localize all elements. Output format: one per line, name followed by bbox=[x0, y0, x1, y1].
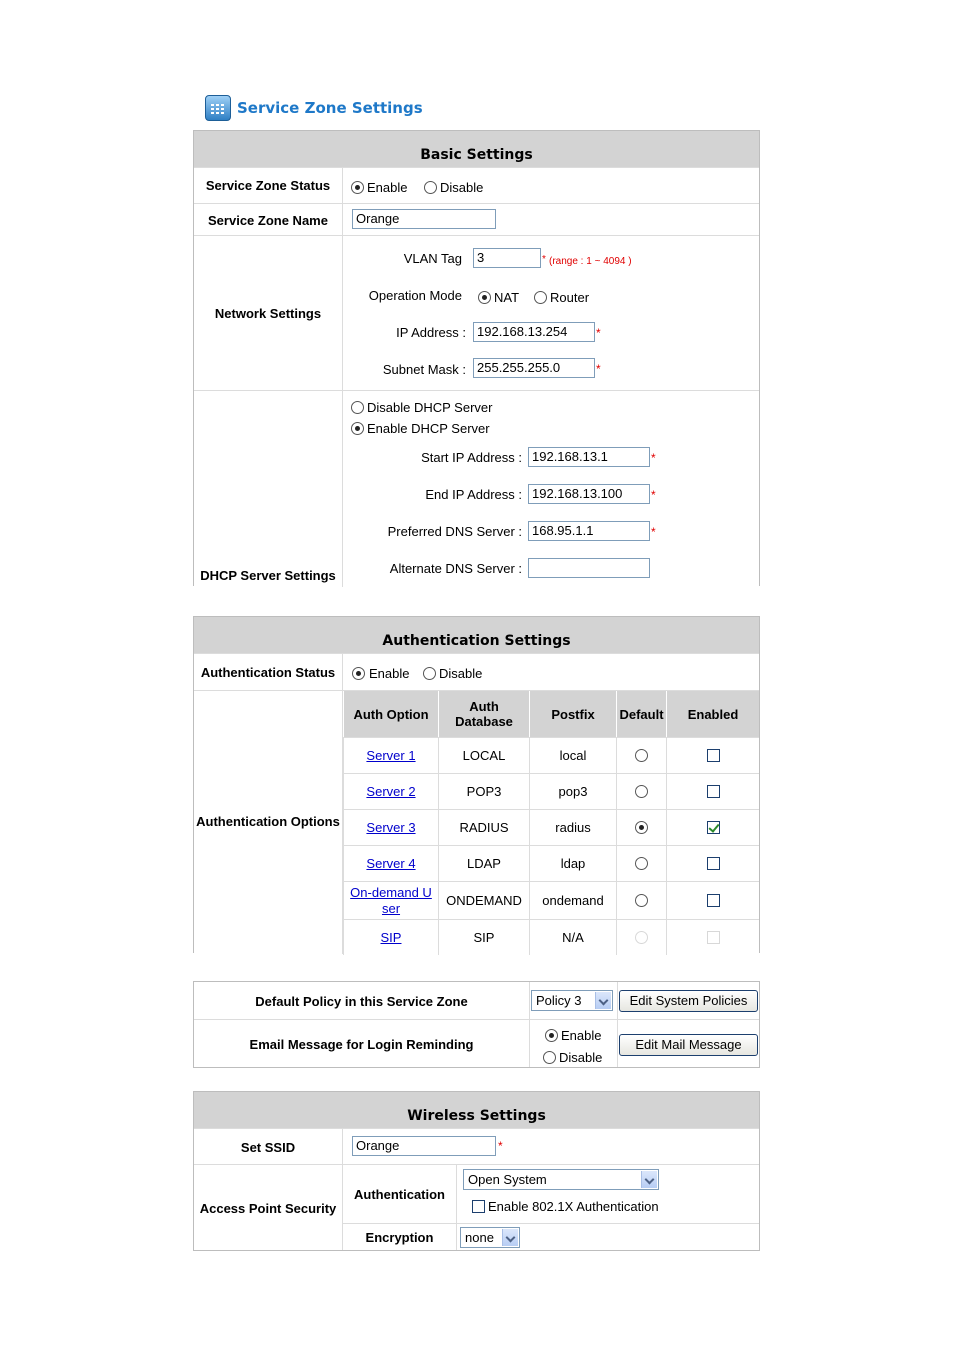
vlan-tag-label: VLAN Tag bbox=[403, 251, 462, 266]
mask-required-mark: * bbox=[596, 362, 601, 376]
ip-required-mark: * bbox=[596, 326, 601, 340]
service-zone-name-input[interactable]: Orange bbox=[352, 209, 496, 229]
on-demand-user-link[interactable]: On-demand User bbox=[350, 884, 432, 916]
dhcp-disable-label: Disable DHCP Server bbox=[367, 400, 493, 415]
dhcp-disable-radio[interactable] bbox=[351, 401, 364, 414]
table-cell-default bbox=[616, 737, 666, 773]
table-cell-postfix: radius bbox=[529, 809, 616, 845]
table-row-server-1 bbox=[343, 737, 438, 773]
server-2-enabled-checkbox[interactable] bbox=[707, 785, 720, 798]
server-3-link[interactable]: Server 3 bbox=[366, 819, 416, 835]
table-cell-postfix: local bbox=[529, 737, 616, 773]
default-policy-select[interactable] bbox=[531, 990, 613, 1011]
ssid-required-mark: * bbox=[498, 1139, 503, 1153]
opmode-nat-radio[interactable] bbox=[478, 291, 491, 304]
table-cell-default bbox=[616, 773, 666, 809]
edit-system-policies-button[interactable]: Edit System Policies bbox=[619, 990, 758, 1012]
chevron-down-icon bbox=[595, 992, 611, 1009]
authentication-options-row bbox=[194, 690, 759, 954]
on-demand-enabled-checkbox[interactable] bbox=[707, 894, 720, 907]
authentication-settings-panel bbox=[193, 616, 760, 953]
col-auth-option: Auth Option bbox=[343, 691, 438, 737]
default-policy-value: Policy 3 bbox=[536, 993, 582, 1008]
dhcp-settings-row bbox=[194, 390, 759, 587]
subnet-mask-label: Subnet Mask : bbox=[382, 362, 466, 377]
dhcp-enable-label: Enable DHCP Server bbox=[367, 421, 490, 436]
service-zone-icon bbox=[205, 95, 231, 121]
server-1-enabled-checkbox[interactable] bbox=[707, 749, 720, 762]
authentication-status-row bbox=[194, 653, 759, 690]
authentication-select[interactable] bbox=[463, 1169, 659, 1190]
opmode-router-label: Router bbox=[550, 290, 590, 305]
server-4-enabled-checkbox[interactable] bbox=[707, 857, 720, 870]
table-cell-database: RADIUS bbox=[438, 809, 529, 845]
col-default: Default bbox=[616, 691, 666, 737]
table-row-server-4 bbox=[343, 845, 438, 881]
subnet-mask-input[interactable]: 255.255.255.0 bbox=[473, 358, 595, 378]
table-cell-postfix: pop3 bbox=[529, 773, 616, 809]
start-ip-input[interactable]: 192.168.13.1 bbox=[528, 447, 650, 467]
table-row-sip bbox=[343, 919, 438, 955]
edit-mail-message-button[interactable]: Edit Mail Message bbox=[619, 1034, 758, 1056]
email-enable-radio[interactable] bbox=[545, 1029, 558, 1042]
table-cell-database: POP3 bbox=[438, 773, 529, 809]
table-cell-default bbox=[616, 809, 666, 845]
table-cell-enabled bbox=[666, 773, 759, 809]
ssid-input[interactable]: Orange bbox=[352, 1136, 496, 1156]
col-postfix: Postfix bbox=[529, 691, 616, 737]
email-disable-radio[interactable] bbox=[543, 1051, 556, 1064]
table-cell-postfix: N/A bbox=[529, 919, 616, 955]
email-disable-label: Disable bbox=[559, 1050, 603, 1065]
preferred-dns-input[interactable]: 168.95.1.1 bbox=[528, 521, 650, 541]
server-2-default-radio[interactable] bbox=[635, 785, 648, 798]
server-4-link[interactable]: Server 4 bbox=[366, 855, 416, 871]
encryption-value: none bbox=[465, 1230, 494, 1245]
access-point-security-label: Access Point Security bbox=[199, 1201, 337, 1216]
authentication-label: Authentication bbox=[354, 1187, 445, 1202]
chevron-down-icon bbox=[641, 1171, 657, 1188]
zone-status-enable-radio[interactable] bbox=[351, 181, 364, 194]
dot1x-checkbox[interactable] bbox=[472, 1200, 485, 1213]
vlan-tag-input[interactable]: 3 bbox=[473, 248, 541, 268]
vlan-required-mark: * bbox=[542, 254, 546, 265]
set-ssid-label: Set SSID bbox=[240, 1140, 296, 1155]
default-policy-label: Default Policy in this Service Zone bbox=[255, 994, 468, 1009]
table-row-server-3 bbox=[343, 809, 438, 845]
authentication-settings-header: Authentication Settings bbox=[194, 617, 759, 653]
table-cell-default bbox=[616, 919, 666, 955]
end-ip-label: End IP Address : bbox=[425, 487, 522, 502]
table-cell-database: LDAP bbox=[438, 845, 529, 881]
service-zone-status-label: Service Zone Status bbox=[205, 178, 331, 193]
encryption-select[interactable] bbox=[460, 1227, 520, 1248]
start-ip-label: Start IP Address : bbox=[421, 450, 522, 465]
chevron-down-icon bbox=[502, 1229, 518, 1246]
start-ip-required-mark: * bbox=[651, 451, 656, 465]
basic-settings-panel bbox=[193, 130, 760, 586]
server-4-default-radio[interactable] bbox=[635, 857, 648, 870]
authentication-value: Open System bbox=[468, 1172, 547, 1187]
end-ip-input[interactable]: 192.168.13.100 bbox=[528, 484, 650, 504]
table-cell-database: SIP bbox=[438, 919, 529, 955]
service-zone-status-row bbox=[194, 167, 759, 203]
vlan-range-hint: (range : 1 ~ 4094 ) bbox=[549, 256, 632, 267]
operation-mode-label: Operation Mode bbox=[368, 288, 462, 303]
server-3-default-radio[interactable] bbox=[635, 821, 648, 834]
basic-settings-header: Basic Settings bbox=[194, 131, 759, 167]
zone-status-disable-radio[interactable] bbox=[424, 181, 437, 194]
alternate-dns-input[interactable] bbox=[528, 558, 650, 578]
access-point-security-row bbox=[194, 1164, 759, 1250]
table-cell-enabled bbox=[666, 737, 759, 773]
opmode-nat-label: NAT bbox=[494, 290, 520, 305]
dhcp-enable-radio[interactable] bbox=[351, 422, 364, 435]
server-2-link[interactable]: Server 2 bbox=[366, 783, 416, 799]
ip-address-input[interactable]: 192.168.13.254 bbox=[473, 322, 595, 342]
wireless-settings-panel bbox=[193, 1091, 760, 1251]
service-zone-name-row bbox=[194, 203, 759, 235]
dhcp-settings-label: DHCP Server Settings bbox=[200, 568, 336, 583]
server-3-enabled-checkbox[interactable] bbox=[707, 821, 720, 834]
set-ssid-row bbox=[194, 1128, 759, 1164]
alternate-dns-label: Alternate DNS Server : bbox=[389, 561, 522, 576]
table-row-server-2 bbox=[343, 773, 438, 809]
policy-panel bbox=[193, 981, 760, 1068]
auth-status-enable-label: Enable bbox=[369, 666, 410, 681]
server-1-default-radio[interactable] bbox=[635, 749, 648, 762]
end-ip-required-mark: * bbox=[651, 488, 656, 502]
auth-status-disable-label: Disable bbox=[439, 666, 483, 681]
sip-link[interactable]: SIP bbox=[380, 929, 402, 945]
server-1-link[interactable]: Server 1 bbox=[366, 747, 416, 763]
zone-status-enable-label: Enable bbox=[367, 180, 408, 195]
table-cell-default bbox=[616, 845, 666, 881]
table-cell-postfix: ondemand bbox=[529, 881, 616, 919]
page-title: Service Zone Settings bbox=[237, 99, 423, 117]
on-demand-default-radio[interactable] bbox=[635, 894, 648, 907]
table-cell-enabled bbox=[666, 809, 759, 845]
email-message-row bbox=[194, 1019, 759, 1067]
table-cell-enabled bbox=[666, 845, 759, 881]
dot1x-label: Enable 802.1X Authentication bbox=[488, 1199, 659, 1214]
network-settings-row bbox=[194, 235, 759, 390]
preferred-dns-label: Preferred DNS Server : bbox=[387, 524, 522, 539]
col-enabled: Enabled bbox=[666, 691, 759, 737]
table-cell-database: LOCAL bbox=[438, 737, 529, 773]
table-cell-enabled bbox=[666, 919, 759, 955]
zone-status-disable-label: Disable bbox=[440, 180, 484, 195]
default-policy-row bbox=[194, 982, 759, 1019]
preferred-dns-required-mark: * bbox=[651, 525, 656, 539]
sip-default-radio bbox=[635, 931, 648, 944]
table-cell-default bbox=[616, 881, 666, 919]
auth-status-disable-radio[interactable] bbox=[423, 667, 436, 680]
table-row-on-demand-user bbox=[343, 881, 438, 919]
auth-status-enable-radio[interactable] bbox=[352, 667, 365, 680]
table-cell-database: ONDEMAND bbox=[438, 881, 529, 919]
email-message-label: Email Message for Login Reminding bbox=[249, 1037, 474, 1052]
table-cell-enabled bbox=[666, 881, 759, 919]
authentication-status-label: Authentication Status bbox=[200, 665, 336, 680]
ip-address-label: IP Address : bbox=[396, 325, 466, 340]
wireless-settings-header: Wireless Settings bbox=[194, 1092, 759, 1128]
opmode-router-radio[interactable] bbox=[534, 291, 547, 304]
table-cell-postfix: ldap bbox=[529, 845, 616, 881]
page-title-bar bbox=[205, 94, 423, 122]
sip-enabled-checkbox bbox=[707, 931, 720, 944]
service-zone-name-label: Service Zone Name bbox=[208, 213, 328, 228]
col-auth-database: Auth Database bbox=[438, 691, 529, 737]
authentication-options-label: Authentication Options bbox=[196, 814, 340, 829]
network-settings-label: Network Settings bbox=[214, 306, 322, 321]
encryption-label: Encryption bbox=[365, 1230, 434, 1245]
email-enable-label: Enable bbox=[561, 1028, 602, 1043]
